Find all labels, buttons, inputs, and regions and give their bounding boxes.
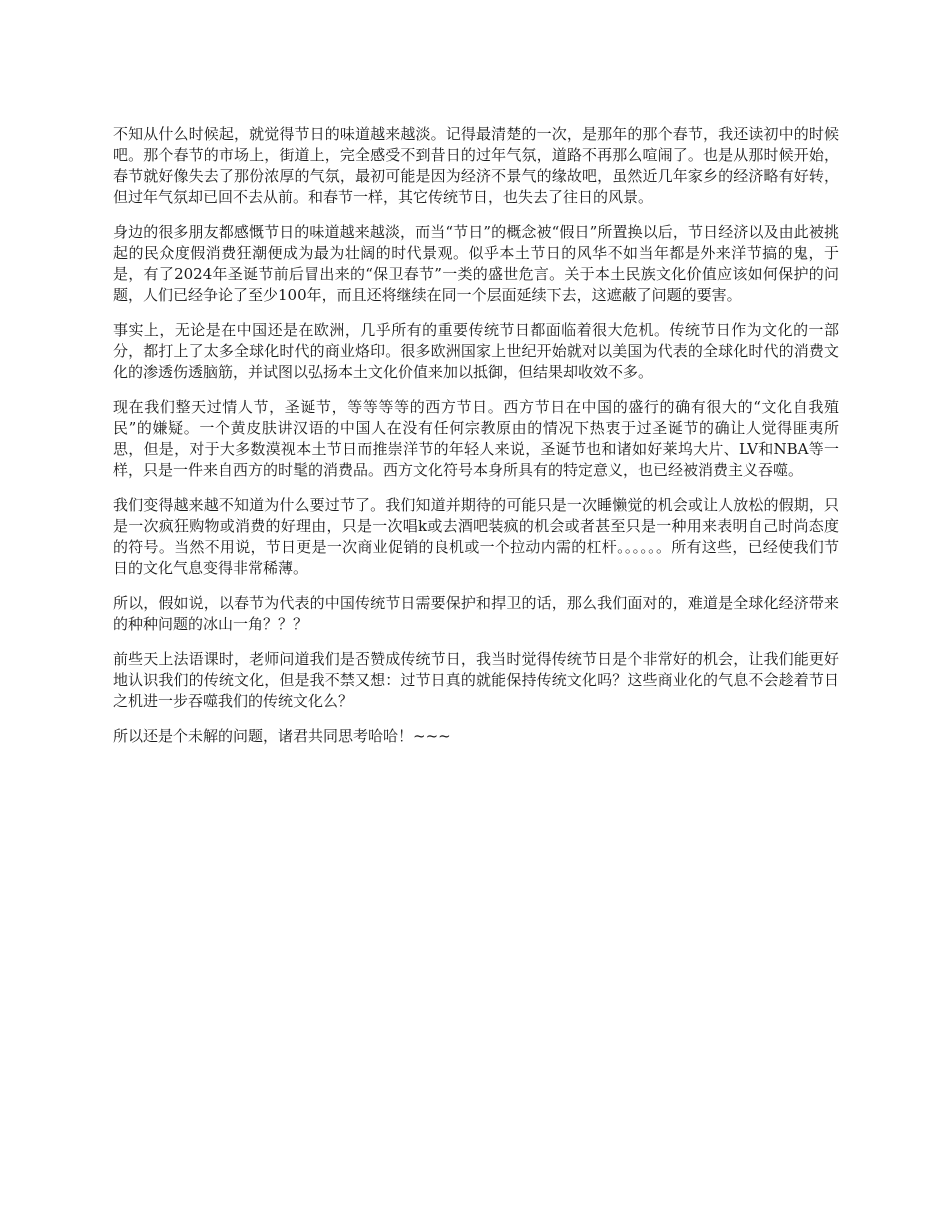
paragraph-2: 身边的很多朋友都感慨节日的味道越来越淡，而当“节日”的概念被“假日”所置换以后，节日经济以及由此被挑起的民众度假消费狂潮便成为最为壮阔的时代景观。似乎本土节日的风华不如当年都是外来洋节搞的鬼，于是，有了2024年圣诞节前后冒出来的“保卫春节”一类的盛世危言。关于本土民族文化价值应该如何保护的问题，人们已经争论了至少100年，而且还将继续在同一个层面延续下去，这遮蔽了问题的要害。 <box>113 223 839 304</box>
paragraph-3: 事实上，无论是在中国还是在欧洲，几乎所有的重要传统节日都面临着很大危机。传统节日作为文化的一部分，都打上了太多全球化时代的商业烙印。很多欧洲国家上世纪开始就对以美国为代表的全球化时代的消费文化的渗透伤透脑筋，并试图以弘扬本土文化价值来加以抵御，但结果却收效不多。 <box>113 321 839 381</box>
paragraph-1: 不知从什么时候起，就觉得节日的味道越来越淡。记得最清楚的一次，是那年的那个春节，我还读初中的时候吧。那个春节的市场上，街道上，完全感受不到昔日的过年气氛，道路不再那么喧闹了。也是从那时候开始，春节就好像失去了那份浓厚的气氛，最初可能是因为经济不景气的缘故吧，虽然近几年家乡的经济略有好转，但过年气氛却已回不去从前。和春节一样，其它传统节日，也失去了往日的风景。 <box>113 125 839 206</box>
paragraph-4: 现在我们整天过情人节，圣诞节，等等等等的西方节日。西方节日在中国的盛行的确有很大的“文化自我殖民”的嫌疑。一个黄皮肤讲汉语的中国人在没有任何宗教原由的情况下热衷于过圣诞节的确让人觉得匪夷所思，但是，对于大多数漠视本土节日而推崇洋节的年轻人来说，圣诞节也和诸如好莱坞大片、LV和NBA等一样，只是一件来自西方的时髦的消费品。西方文化符号本身所具有的特定意义，也已经被消费主义吞噬。 <box>113 398 839 479</box>
paragraph-7: 前些天上法语课时，老师问道我们是否赞成传统节日，我当时觉得传统节日是个非常好的机会，让我们能更好地认识我们的传统文化，但是我不禁又想：过节日真的就能保持传统文化吗？这些商业化的气息不会趁着节日之机进一步吞噬我们的传统文化么？ <box>113 650 839 710</box>
paragraph-5: 我们变得越来越不知道为什么要过节了。我们知道并期待的可能只是一次睡懒觉的机会或让人放松的假期，只是一次疯狂购物或消费的好理由，只是一次唱k或去酒吧装疯的机会或者甚至只是一种用来表明自己时尚态度的符号。当然不用说，节日更是一次商业促销的良机或一个拉动内需的杠杆。。。。。。所有这些，已经使我们节日的文化气息变得非常稀薄。 <box>113 496 839 577</box>
paragraph-8: 所以还是个未解的问题，诸君共同思考哈哈！~~~ <box>113 727 451 745</box>
document-body <box>113 124 839 761</box>
paragraph-6: 所以，假如说，以春节为代表的中国传统节日需要保护和捍卫的话，那么我们面对的，难道是全球化经济带来的种种问题的冰山一角？？？ <box>113 594 839 633</box>
